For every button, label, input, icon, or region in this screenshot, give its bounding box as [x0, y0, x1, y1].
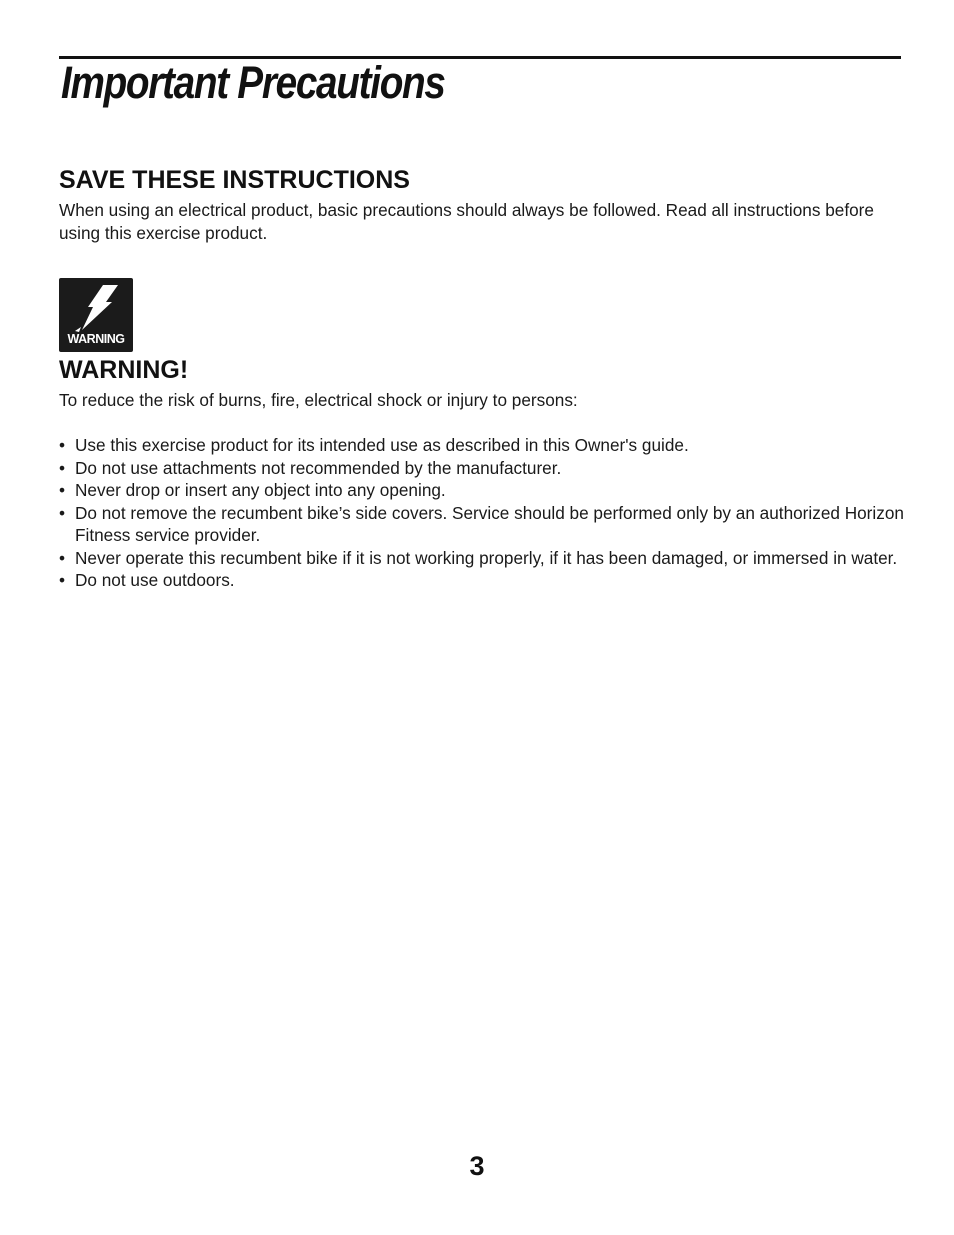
precaution-text: Never operate this recumbent bike if it is not working properly, if it has been damaged, or immersed in water. [75, 547, 898, 568]
save-instructions-text: When using an electrical product, basic precautions should always be followed. Read all instructions before using this exercise product. [59, 200, 874, 243]
warning-intro-text: To reduce the risk of burns, fire, electrical shock or injury to persons: [59, 390, 578, 410]
lightning-bolt-warning-icon [59, 278, 133, 352]
bullet-icon: • [59, 480, 66, 500]
precaution-item [59, 569, 909, 592]
bullet-icon: • [59, 547, 66, 568]
precaution-text: Never drop or insert any object into any opening. [75, 480, 446, 500]
save-instructions-heading: SAVE THESE INSTRUCTIONS [59, 166, 410, 194]
page-title: Important Precautions [61, 57, 445, 108]
warning-icon-label: WARNING [67, 332, 125, 346]
precaution-text: Do not use outdoors. [75, 570, 235, 590]
precaution-item [59, 434, 909, 457]
bullet-icon: • [59, 457, 66, 478]
precaution-item [59, 547, 909, 570]
precaution-list [59, 434, 909, 592]
precaution-item [59, 457, 909, 480]
bullet-icon: • [59, 502, 66, 523]
bullet-icon: • [59, 570, 66, 590]
precaution-text: Do not remove the recumbent bike’s side covers. Service should be performed only by an authorized Horizon Fitness service provider. [75, 502, 904, 545]
precaution-item [59, 502, 909, 547]
precaution-text: Use this exercise product for its intended use as described in this Owner's guide. [75, 435, 689, 455]
bullet-icon: • [59, 435, 66, 455]
page-number: 3 [469, 1151, 485, 1181]
precaution-text: Do not use attachments not recommended by the manufacturer. [75, 457, 562, 478]
precaution-item [59, 479, 909, 502]
warning-heading: WARNING! [59, 356, 189, 384]
